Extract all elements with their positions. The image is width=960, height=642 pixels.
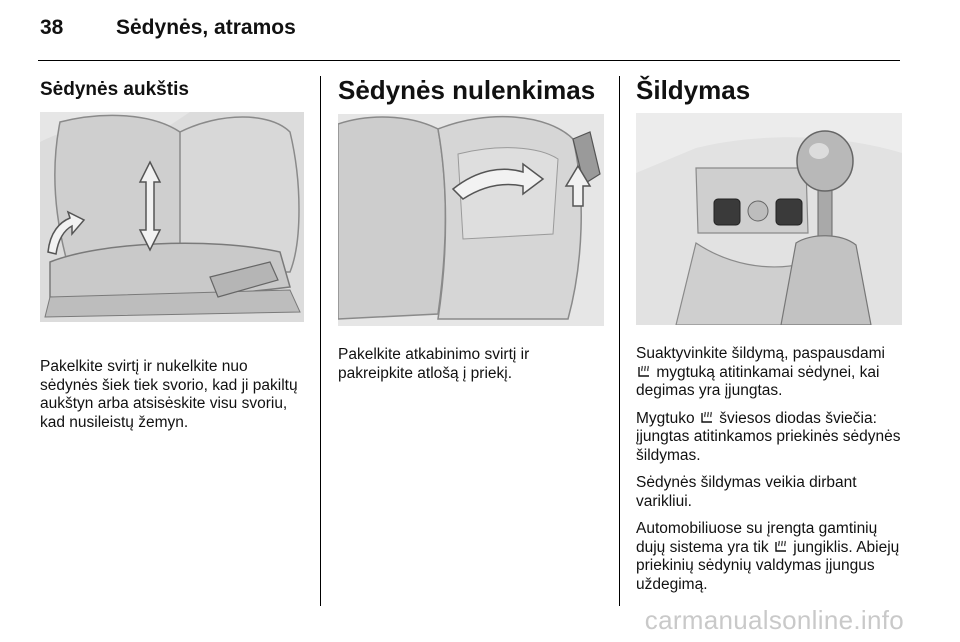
seat-heating-icon xyxy=(700,411,714,425)
column-divider xyxy=(320,76,321,606)
text: šviesos diodas šviečia: įjungtas atitinkamos priekinės sėdynės šildymas. xyxy=(636,409,901,464)
text: Mygtuko xyxy=(636,409,695,427)
header-rule xyxy=(38,60,900,61)
seat-heating-icon xyxy=(774,540,788,554)
seat-fold-illustration xyxy=(338,114,604,326)
paragraph xyxy=(636,410,902,466)
seat-heating-icon xyxy=(637,365,651,379)
text: Automobiliuose su įrengta gamtinių dujų sistema yra tik xyxy=(636,520,878,556)
paragraph: Pakelkite svirtį ir nukelkite nuo sėdynės šiek tiek svorio, kad ji pakiltų aukštyn arba atsisėskite visu svoriu, kad nusileistų žemyn. xyxy=(40,358,298,431)
column-divider xyxy=(619,76,620,606)
section-heating xyxy=(636,74,902,594)
paragraph: Pakelkite atkabinimo svirtį ir pakreipkite atlošą į priekį. xyxy=(338,346,530,382)
text: Suaktyvinkite šildymą, paspausdami xyxy=(636,345,885,362)
text: mygtuką atitinkamai sėdynei, kai degimas yra įjungtas. xyxy=(636,363,880,399)
page-number: 38 xyxy=(40,16,64,39)
seat-height-illustration xyxy=(40,112,304,322)
section-heading: Sėdynės nulenkimas xyxy=(338,75,596,105)
text: jungiklis. Abiejų priekinių sėdynių valdymas įjungus uždegimą. xyxy=(636,538,900,593)
section-heading: Sėdynės aukštis xyxy=(40,79,189,100)
paragraph xyxy=(636,345,902,401)
section-seat-fold xyxy=(338,74,604,383)
paragraph: Sėdynės šildymas veikia dirbant varikliui. xyxy=(636,474,857,510)
paragraph xyxy=(636,520,902,594)
section-heading: Šildymas xyxy=(636,75,751,105)
watermark: carmanualsonline.info xyxy=(644,605,904,635)
section-seat-height xyxy=(40,74,304,432)
heating-buttons-illustration xyxy=(636,113,902,325)
page-title: Sėdynės, atramos xyxy=(116,16,296,39)
